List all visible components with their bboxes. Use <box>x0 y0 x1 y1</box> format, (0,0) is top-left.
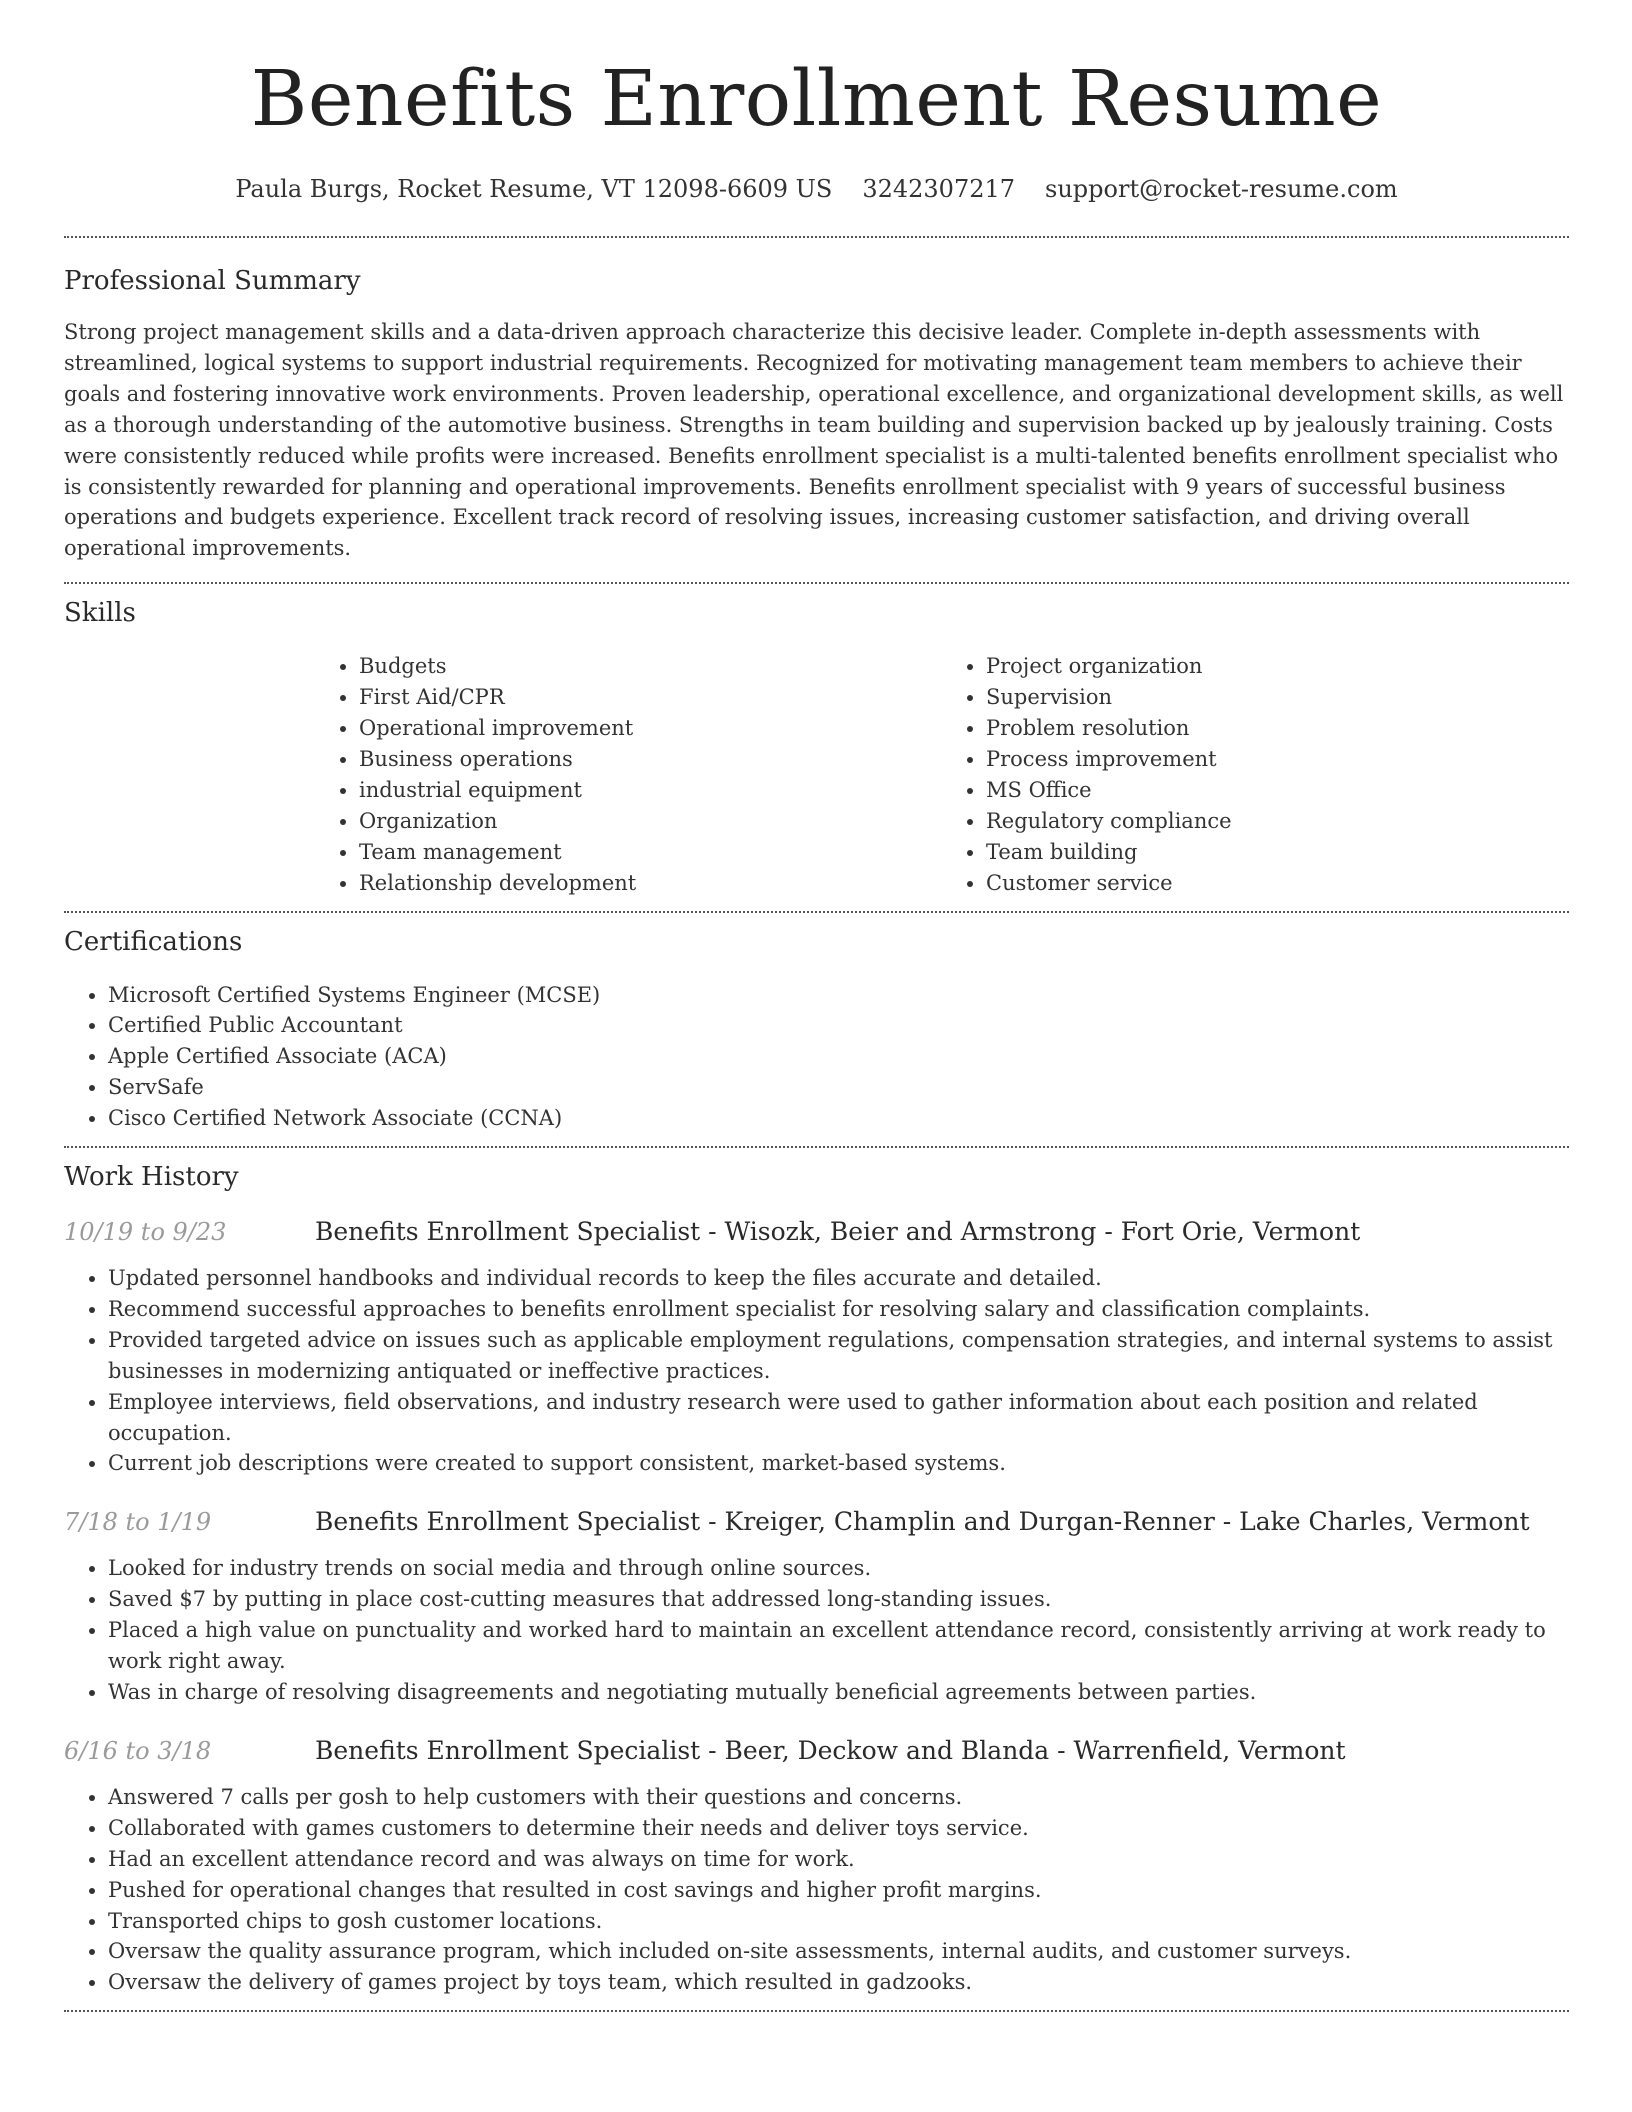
resume-title: Benefits Enrollment Resume <box>250 55 1383 144</box>
certifications-heading: Certifications <box>64 926 243 957</box>
certification-item: • ServSafe <box>108 1072 1569 1103</box>
skill-item: • industrial equipment <box>359 775 942 806</box>
job-title: Benefits Enrollment Specialist - Beer, Deckow and Blanda - Warrenfield, Vermont <box>315 1735 1346 1765</box>
job-bullet: • Was in charge of resolving disagreements and negotiating mutually beneficial agreements between parties. <box>108 1677 1569 1708</box>
skills-column-left <box>315 651 942 898</box>
skill-item: • Team building <box>986 837 1569 868</box>
job-bullet: • Recommend successful approaches to benefits enrollment specialist for resolving salary and classification complaints. <box>108 1294 1569 1325</box>
job-entry <box>64 1734 1569 1998</box>
skill-item: • Regulatory compliance <box>986 806 1569 837</box>
work-history-heading: Work History <box>64 1162 239 1193</box>
contact-email: support@rocket-resume.com <box>1045 175 1398 203</box>
skill-item: • Problem resolution <box>986 713 1569 744</box>
work-history-section <box>64 1148 1569 1998</box>
contact-address: Paula Burgs, Rocket Resume, VT 12098-6609 US <box>235 175 833 203</box>
job-bullet: • Oversaw the delivery of games project by toys team, which resulted in gadzooks. <box>108 1967 1569 1998</box>
job-bullet: • Oversaw the quality assurance program, which included on-site assessments, internal audits, and customer surveys. <box>108 1936 1569 1967</box>
job-entry <box>64 1215 1569 1479</box>
job-bullet: • Answered 7 calls per gosh to help customers with their questions and concerns. <box>108 1782 1569 1813</box>
job-dates: 10/19 to 9/23 <box>64 1218 227 1247</box>
skill-item: • Relationship development <box>359 868 942 899</box>
job-bullet: • Updated personnel handbooks and individual records to keep the files accurate and detailed. <box>108 1263 1569 1294</box>
contact-line <box>64 172 1569 206</box>
skill-item: • Process improvement <box>986 744 1569 775</box>
skill-item: • Team management <box>359 837 942 868</box>
job-bullet: • Looked for industry trends on social media and through online sources. <box>108 1553 1569 1584</box>
summary-heading: Professional Summary <box>64 266 361 296</box>
summary-text: Strong project management skills and a data-driven approach characterize this decisive leader. Complete in-depth assessments with streamlined, logical systems to support industrial requirements. Recognized for motivating management team members to achieve their goals and fostering innovative work environments. Proven leadership, operational excellence, and organizational development skills, as well as a thorough understanding of the automotive business. Strengths in team building and supervision backed up by jealously training. Costs were consistently reduced while profits were increased. Benefits enrollment specialist is a multi-talented benefits enrollment specialist who is consistently rewarded for planning and operational improvements. Benefits enrollment specialist with 9 years of successful business operations and budgets experience. Excellent track record of resolving issues, increasing customer satisfaction, and driving overall operational improvements. <box>64 320 1564 561</box>
job-title: Benefits Enrollment Specialist - Kreiger, Champlin and Durgan-Renner - Lake Charles, Vermont <box>315 1507 1530 1537</box>
skill-item: • Business operations <box>359 744 942 775</box>
job-entry <box>64 1505 1569 1708</box>
job-header <box>64 1215 1569 1249</box>
job-bullets <box>64 1782 1569 1998</box>
job-bullet: • Employee interviews, field observations, and industry research were used to gather information about each position and related occupation. <box>108 1387 1569 1449</box>
job-bullet: • Pushed for operational changes that resulted in cost savings and higher profit margins. <box>108 1875 1569 1906</box>
summary-section <box>64 238 1569 564</box>
skills-list <box>315 651 1569 898</box>
job-bullet: • Provided targeted advice on issues such as applicable employment regulations, compensation strategies, and internal systems to assist businesses in modernizing antiquated or ineffective practices. <box>108 1325 1569 1387</box>
certification-item: • Certified Public Accountant <box>108 1010 1569 1041</box>
skill-item: • Budgets <box>359 651 942 682</box>
section-divider <box>64 2010 1569 2012</box>
skill-item: • Operational improvement <box>359 713 942 744</box>
job-bullet: • Transported chips to gosh customer locations. <box>108 1906 1569 1937</box>
job-bullet: • Saved $7 by putting in place cost-cutting measures that addressed long-standing issues. <box>108 1584 1569 1615</box>
skills-heading: Skills <box>64 598 136 629</box>
job-dates: 7/18 to 1/19 <box>64 1508 212 1537</box>
skill-item: • First Aid/CPR <box>359 682 942 713</box>
job-bullets <box>64 1553 1569 1708</box>
skill-item: • Project organization <box>986 651 1569 682</box>
certification-item: • Microsoft Certified Systems Engineer (MCSE) <box>108 980 1569 1011</box>
job-bullet: • Placed a high value on punctuality and worked hard to maintain an excellent attendance record, consistently arriving at work ready to work right away. <box>108 1615 1569 1677</box>
skill-item: • MS Office <box>986 775 1569 806</box>
job-title: Benefits Enrollment Specialist - Wisozk, Beier and Armstrong - Fort Orie, Vermont <box>315 1217 1361 1247</box>
job-header <box>64 1734 1569 1768</box>
certifications-list <box>64 980 1569 1135</box>
job-bullets <box>64 1263 1569 1479</box>
skills-section <box>64 584 1569 898</box>
skills-column-right <box>942 651 1569 898</box>
contact-phone: 3242307217 <box>862 175 1016 203</box>
skill-item: • Organization <box>359 806 942 837</box>
job-header <box>64 1505 1569 1539</box>
job-bullet: • Collaborated with games customers to determine their needs and deliver toys service. <box>108 1813 1569 1844</box>
job-bullet: • Had an excellent attendance record and was always on time for work. <box>108 1844 1569 1875</box>
certification-item: • Apple Certified Associate (ACA) <box>108 1041 1569 1072</box>
skill-item: • Supervision <box>986 682 1569 713</box>
skill-item: • Customer service <box>986 868 1569 899</box>
certifications-section <box>64 913 1569 1135</box>
job-bullet: • Current job descriptions were created to support consistent, market-based systems. <box>108 1448 1569 1479</box>
job-dates: 6/16 to 3/18 <box>64 1736 212 1765</box>
certification-item: • Cisco Certified Network Associate (CCNA) <box>108 1103 1569 1134</box>
